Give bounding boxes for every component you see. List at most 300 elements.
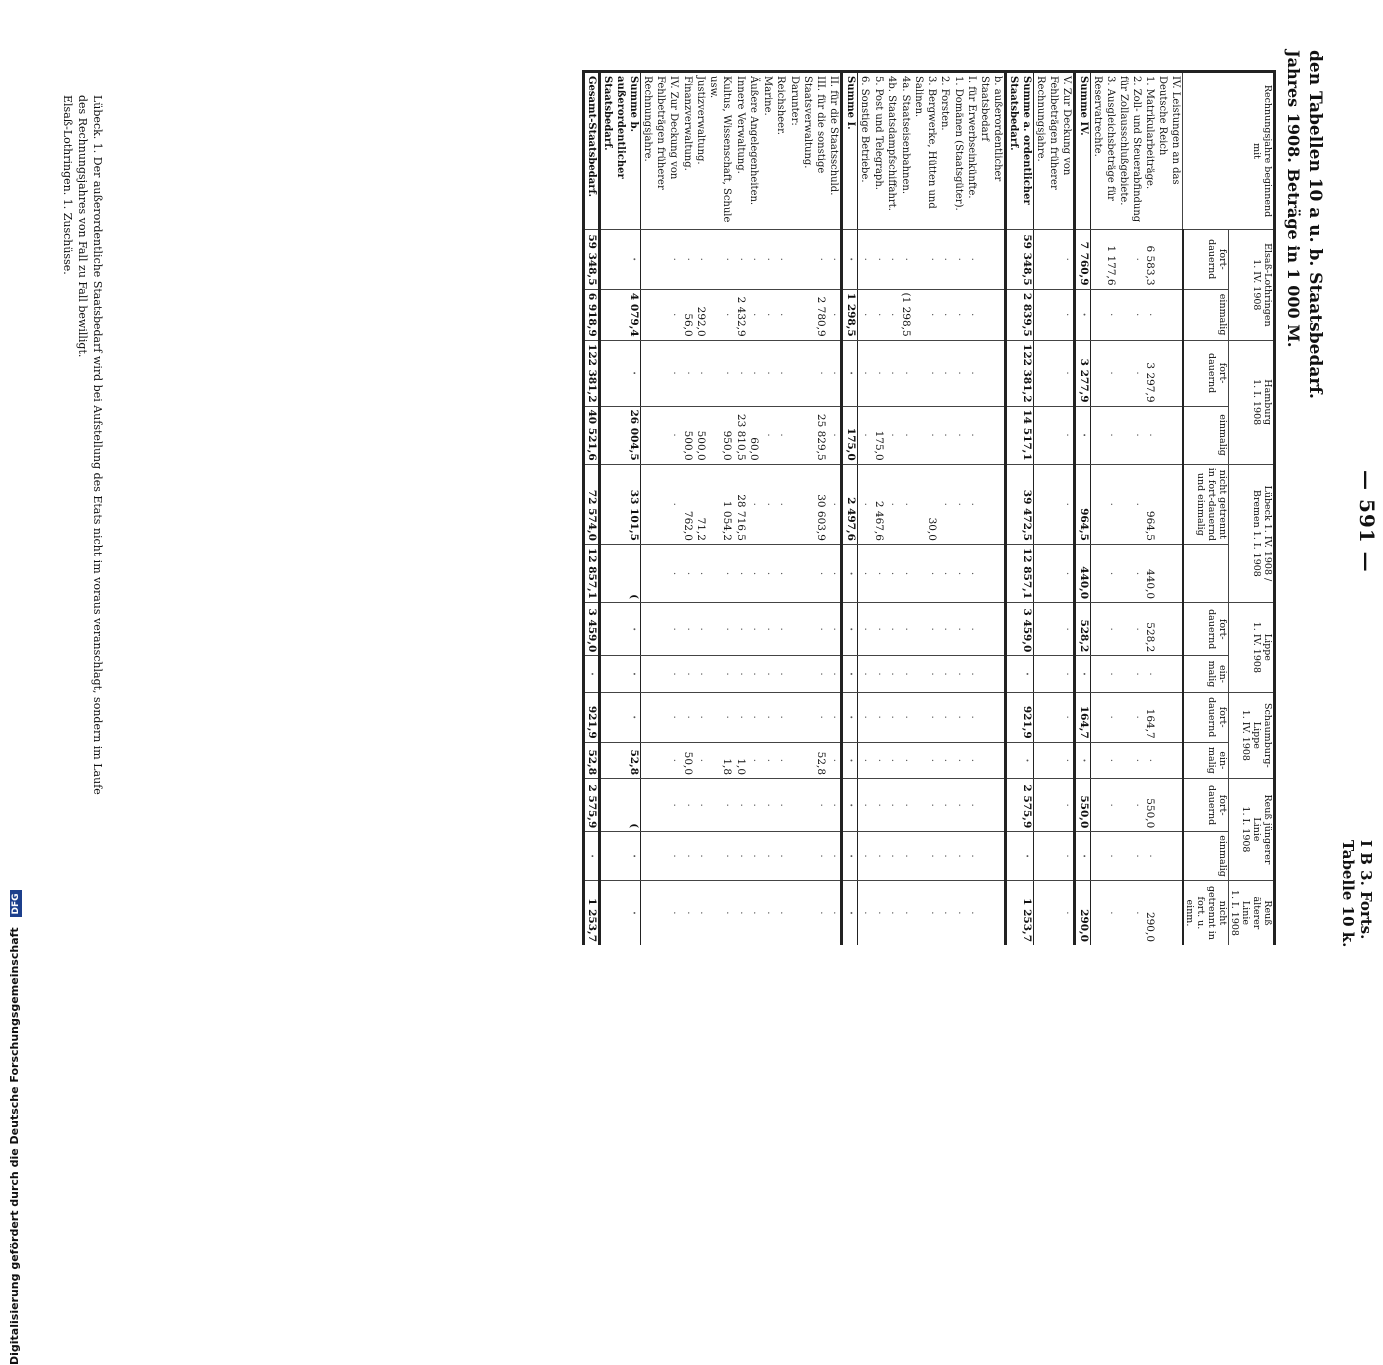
value-cell xyxy=(788,340,802,406)
value-cell: · xyxy=(1117,880,1143,945)
value-cell: 440,0 xyxy=(1143,544,1157,602)
sub-column-header: fort-dauernd xyxy=(1183,340,1229,406)
value-cell: · xyxy=(1034,656,1075,692)
row-label: Finanzverwaltung. xyxy=(681,72,695,230)
sum-row xyxy=(842,72,858,946)
value-cell: · xyxy=(1091,742,1118,778)
row-label: 1. Matrikularbeiträge. xyxy=(1143,72,1157,230)
value-cell: · xyxy=(899,692,913,742)
value-cell: 60,0 xyxy=(747,406,761,464)
value-cell: · xyxy=(912,544,938,602)
value-cell: · xyxy=(1034,880,1075,945)
value-cell: · xyxy=(641,406,681,464)
value-cell: 2 839,5 xyxy=(1006,289,1034,340)
row-label: Summe a. ordentlicher Staatsbedarf. xyxy=(1006,72,1034,230)
table-row xyxy=(885,72,899,946)
value-cell: · xyxy=(747,289,761,340)
value-cell xyxy=(1157,880,1184,945)
value-cell: · xyxy=(1091,603,1118,656)
value-cell: 290,0 xyxy=(1075,880,1091,945)
row-label: 5. Post und Telegraph. xyxy=(872,72,886,230)
value-cell xyxy=(1157,544,1184,602)
value-cell: 7 760,9 xyxy=(1075,230,1091,290)
sub-column-header: einmalig xyxy=(1183,406,1229,464)
value-cell: · xyxy=(872,230,886,290)
value-cell: · xyxy=(1143,289,1157,340)
value-cell: · xyxy=(965,742,979,778)
value-cell: · xyxy=(842,230,858,290)
value-cell: 2 497,6 xyxy=(842,464,858,544)
value-cell: · xyxy=(801,832,827,881)
row-label: 6. Sonstige Betriebe. xyxy=(858,72,872,230)
value-cell: 122 381,2 xyxy=(584,340,601,406)
value-cell: · xyxy=(938,340,952,406)
value-cell: · xyxy=(938,880,952,945)
value-cell: · xyxy=(827,880,842,945)
value-cell: · xyxy=(872,544,886,602)
value-cell: · xyxy=(858,544,872,602)
value-cell: · xyxy=(734,230,748,290)
value-cell: 3 297,9 xyxy=(1143,340,1157,406)
sub-column-header xyxy=(1183,544,1229,602)
state-date: 1. I. 1908 xyxy=(1240,806,1251,853)
value-cell: · xyxy=(885,656,899,692)
value-cell: · xyxy=(938,779,952,832)
value-cell: · xyxy=(827,340,842,406)
value-cell: · xyxy=(885,692,899,742)
value-cell: · xyxy=(1091,340,1118,406)
value-cell xyxy=(979,603,1007,656)
value-cell xyxy=(1157,656,1184,692)
value-cell: · xyxy=(694,656,708,692)
value-cell: · xyxy=(899,656,913,692)
value-cell: 2 575,9 xyxy=(1006,779,1034,832)
state-name: Reuß älterer Linie xyxy=(1240,896,1273,930)
sub-column-header: fort-dauernd xyxy=(1183,692,1229,742)
sub-column-header: einmalig xyxy=(1183,289,1229,340)
value-cell: · xyxy=(1143,656,1157,692)
value-cell: · xyxy=(912,880,938,945)
value-cell: 30,0 xyxy=(912,464,938,544)
value-cell: · xyxy=(952,230,966,290)
value-cell: · xyxy=(858,406,872,464)
value-cell: · xyxy=(899,340,913,406)
value-cell: · xyxy=(1117,406,1143,464)
state-name: Lübeck 1. IV. 1908 / Bremen 1. I. 1908 xyxy=(1251,485,1273,582)
value-cell: · xyxy=(938,656,952,692)
value-cell: · xyxy=(858,832,872,881)
value-cell: 122 381,2 xyxy=(1006,340,1034,406)
value-cell xyxy=(979,406,1007,464)
value-cell: 500,0 xyxy=(681,406,695,464)
page-number: — 591 — xyxy=(1355,470,1379,573)
value-cell: · xyxy=(858,464,872,544)
sub-column-header: fort-dauernd xyxy=(1183,779,1229,832)
value-cell: · xyxy=(899,464,913,544)
row-label: 2. Forsten. xyxy=(938,72,952,230)
state-column-header xyxy=(1229,464,1275,602)
value-cell: · xyxy=(965,406,979,464)
value-cell: · xyxy=(747,544,761,602)
sub-column-header: ein-malig xyxy=(1183,656,1229,692)
value-cell xyxy=(979,880,1007,945)
value-cell: · xyxy=(708,779,734,832)
value-cell: · xyxy=(1117,779,1143,832)
value-cell xyxy=(788,880,802,945)
value-cell: · xyxy=(600,230,641,290)
dfg-logo: DFG xyxy=(10,890,22,917)
value-cell: · xyxy=(885,880,899,945)
value-cell xyxy=(979,656,1007,692)
value-cell: · xyxy=(952,692,966,742)
row-label: Reichsheer. xyxy=(774,72,788,230)
value-cell: · xyxy=(801,544,827,602)
value-cell: 39 472,5 xyxy=(1006,464,1034,544)
value-cell xyxy=(788,230,802,290)
value-cell: · xyxy=(965,880,979,945)
value-cell: · xyxy=(1075,289,1091,340)
table-row xyxy=(734,72,748,946)
table-title: den Tabellen 10 a u. b. Staatsbedarf. xyxy=(1305,50,1325,399)
value-cell: · xyxy=(912,742,938,778)
sub-column-header: fort-dauernd xyxy=(1183,603,1229,656)
value-cell: · xyxy=(965,464,979,544)
value-cell: · xyxy=(858,880,872,945)
funding-text: Digitalisierung gefördert durch die Deutsche Forschungsgemeinschaft xyxy=(8,927,21,1365)
value-cell: · xyxy=(694,779,708,832)
value-cell: · xyxy=(641,289,681,340)
table-row xyxy=(899,72,913,946)
value-cell: · xyxy=(912,692,938,742)
value-cell: 921,9 xyxy=(584,692,601,742)
value-cell: ( xyxy=(600,779,641,832)
value-cell: · xyxy=(761,230,775,290)
value-cell xyxy=(1157,692,1184,742)
value-cell: · xyxy=(708,230,734,290)
value-cell: · xyxy=(965,692,979,742)
sum-row xyxy=(600,72,641,946)
value-cell: 25 829,5 xyxy=(801,406,827,464)
value-cell: · xyxy=(1117,464,1143,544)
value-cell: · xyxy=(912,832,938,881)
value-cell: · xyxy=(801,779,827,832)
value-cell: · xyxy=(938,544,952,602)
table-row xyxy=(1143,72,1157,946)
value-cell: · xyxy=(761,692,775,742)
table-row xyxy=(965,72,979,946)
value-cell: · xyxy=(774,406,788,464)
value-cell: · xyxy=(708,880,734,945)
state-date: 1. I. 1908 xyxy=(1251,379,1262,426)
value-cell: 23 810,5 xyxy=(734,406,748,464)
value-cell: · xyxy=(774,340,788,406)
value-cell: · xyxy=(694,544,708,602)
state-date: 1. IV. 1908 xyxy=(1240,709,1251,761)
value-cell: 2 432,9 xyxy=(734,289,748,340)
value-cell: · xyxy=(747,464,761,544)
row-label: II. für die Staatsschuld. xyxy=(827,72,842,230)
value-cell: · xyxy=(641,656,681,692)
value-cell: · xyxy=(801,603,827,656)
value-cell: 550,0 xyxy=(1143,779,1157,832)
value-cell: · xyxy=(600,340,641,406)
value-cell: · xyxy=(899,406,913,464)
row-label: Marine. xyxy=(761,72,775,230)
value-cell: · xyxy=(1034,230,1075,290)
value-cell: · xyxy=(842,656,858,692)
row-label: I. für Erwerbseinkünfte. xyxy=(965,72,979,230)
value-cell xyxy=(1157,340,1184,406)
value-cell: · xyxy=(952,742,966,778)
value-cell: · xyxy=(952,544,966,602)
state-column-header xyxy=(1229,880,1275,945)
value-cell: · xyxy=(600,880,641,945)
label-column-header: Rechnungsjahre beginnend mit xyxy=(1183,72,1275,230)
value-cell: · xyxy=(872,340,886,406)
table-row xyxy=(801,72,827,946)
value-cell: · xyxy=(872,880,886,945)
value-cell: · xyxy=(912,289,938,340)
value-cell: · xyxy=(899,544,913,602)
value-cell: · xyxy=(774,603,788,656)
value-cell: · xyxy=(1091,289,1118,340)
value-cell: 26 004,5 xyxy=(600,406,641,464)
table-row xyxy=(1091,72,1118,946)
value-cell: · xyxy=(694,692,708,742)
value-cell: · xyxy=(912,230,938,290)
value-cell: 2 467,6 xyxy=(872,464,886,544)
value-cell: · xyxy=(885,406,899,464)
value-cell xyxy=(1157,406,1184,464)
value-cell: · xyxy=(912,779,938,832)
row-label: V. Zur Deckung von Fehlbeträgen früherer Rechnungsjahre. xyxy=(1034,72,1075,230)
value-cell: · xyxy=(885,779,899,832)
value-cell: · xyxy=(584,832,601,881)
value-cell xyxy=(979,742,1007,778)
table-row xyxy=(774,72,788,946)
value-cell: 1,0 xyxy=(734,742,748,778)
value-cell: · xyxy=(694,742,708,778)
value-cell: · xyxy=(1091,779,1118,832)
sum-row xyxy=(1006,72,1034,946)
value-cell: 52,8 xyxy=(600,742,641,778)
value-cell: · xyxy=(1091,544,1118,602)
value-cell: · xyxy=(747,656,761,692)
row-label: Summe b. außerordentlicher Staatsbedarf. xyxy=(600,72,641,230)
value-cell: · xyxy=(694,832,708,881)
table-row xyxy=(938,72,952,946)
value-cell: · xyxy=(885,832,899,881)
value-cell: · xyxy=(747,779,761,832)
value-cell: · xyxy=(694,230,708,290)
state-name: Schaumburg-Lippe xyxy=(1251,702,1273,768)
value-cell xyxy=(788,832,802,881)
value-cell: · xyxy=(858,779,872,832)
table-row xyxy=(1117,72,1143,946)
value-cell: · xyxy=(885,464,899,544)
value-cell: · xyxy=(952,603,966,656)
value-cell: · xyxy=(872,692,886,742)
state-date: 1. IV. 1908 xyxy=(1251,259,1262,311)
value-cell: · xyxy=(1091,656,1118,692)
row-label: Äußere Angelegenheiten. xyxy=(747,72,761,230)
value-cell: · xyxy=(912,656,938,692)
page-reference: I B 3. Forts. Tabelle 10 k. xyxy=(1339,840,1375,948)
value-cell: · xyxy=(965,779,979,832)
value-cell: · xyxy=(681,340,695,406)
value-cell: · xyxy=(899,832,913,881)
value-cell: · xyxy=(858,230,872,290)
row-label: IV. Leistungen an das Deutsche Reich xyxy=(1157,72,1184,230)
value-cell xyxy=(1157,289,1184,340)
value-cell: · xyxy=(1117,289,1143,340)
value-cell: · xyxy=(641,692,681,742)
value-cell: · xyxy=(801,692,827,742)
value-cell: · xyxy=(761,880,775,945)
value-cell: · xyxy=(600,692,641,742)
value-cell: · xyxy=(827,230,842,290)
value-cell: · xyxy=(600,832,641,881)
table-row xyxy=(952,72,966,946)
value-cell: · xyxy=(827,832,842,881)
table-row xyxy=(858,72,872,946)
value-cell: 1,8 xyxy=(708,742,734,778)
value-cell: · xyxy=(1034,832,1075,881)
value-cell: 964,5 xyxy=(1143,464,1157,544)
table-subtitle: Jahres 1908. Beträge in 1 000 M. xyxy=(1284,50,1303,348)
value-cell: 40 521,6 xyxy=(584,406,601,464)
value-cell xyxy=(788,692,802,742)
table-row xyxy=(1034,72,1075,946)
value-cell: · xyxy=(801,656,827,692)
value-cell xyxy=(788,289,802,340)
row-label: 2. Zoll- und Steuerabfindung für Zollausschlußgebiete. xyxy=(1117,72,1143,230)
value-cell: 59 348,5 xyxy=(1006,230,1034,290)
value-cell: · xyxy=(885,544,899,602)
value-cell: · xyxy=(858,692,872,742)
value-cell: · xyxy=(842,340,858,406)
value-cell xyxy=(1157,464,1184,544)
table-row xyxy=(788,72,802,946)
value-cell: · xyxy=(1034,406,1075,464)
row-label: Darunter: xyxy=(788,72,802,230)
value-cell: (1 298,5 xyxy=(899,289,913,340)
budget-table xyxy=(582,70,1276,945)
value-cell: · xyxy=(858,289,872,340)
sub-column-header: nicht getrennt in fort-dauernd und einmalig xyxy=(1183,464,1229,544)
value-cell: 52,8 xyxy=(801,742,827,778)
value-cell xyxy=(979,464,1007,544)
value-cell: · xyxy=(885,230,899,290)
value-cell: · xyxy=(694,340,708,406)
value-cell: · xyxy=(1117,692,1143,742)
value-cell: 175,0 xyxy=(842,406,858,464)
value-cell: · xyxy=(1034,603,1075,656)
value-cell: · xyxy=(774,464,788,544)
value-cell: · xyxy=(774,779,788,832)
value-cell xyxy=(788,544,802,602)
value-cell: · xyxy=(774,880,788,945)
value-cell: 14 517,1 xyxy=(1006,406,1034,464)
value-cell: · xyxy=(734,340,748,406)
value-cell: · xyxy=(708,603,734,656)
value-cell: · xyxy=(734,544,748,602)
value-cell: · xyxy=(952,779,966,832)
value-cell: · xyxy=(965,230,979,290)
value-cell: 290,0 xyxy=(1143,880,1157,945)
value-cell: · xyxy=(734,779,748,832)
value-cell: · xyxy=(747,230,761,290)
value-cell: · xyxy=(842,880,858,945)
value-cell xyxy=(1157,779,1184,832)
value-cell: · xyxy=(858,742,872,778)
value-cell: · xyxy=(1143,406,1157,464)
table-row xyxy=(694,72,708,946)
value-cell: · xyxy=(801,880,827,945)
value-cell: · xyxy=(952,880,966,945)
value-cell: · xyxy=(600,603,641,656)
value-cell: · xyxy=(938,692,952,742)
value-cell: · xyxy=(1034,779,1075,832)
value-cell: · xyxy=(1034,692,1075,742)
value-cell: · xyxy=(1006,656,1034,692)
value-cell: · xyxy=(761,544,775,602)
value-cell: · xyxy=(761,340,775,406)
value-cell: · xyxy=(641,464,681,544)
value-cell: · xyxy=(761,832,775,881)
value-cell: · xyxy=(747,692,761,742)
value-cell: 528,2 xyxy=(1075,603,1091,656)
value-cell: · xyxy=(938,742,952,778)
state-column-header xyxy=(1229,692,1275,778)
value-cell: 1 298,5 xyxy=(842,289,858,340)
value-cell: · xyxy=(761,289,775,340)
value-cell: · xyxy=(938,464,952,544)
value-cell: · xyxy=(584,656,601,692)
value-cell: · xyxy=(1075,656,1091,692)
value-cell: · xyxy=(1006,742,1034,778)
value-cell: · xyxy=(641,340,681,406)
value-cell: · xyxy=(708,544,734,602)
value-cell: · xyxy=(965,340,979,406)
value-cell: 52,8 xyxy=(584,742,601,778)
state-column-header xyxy=(1229,340,1275,464)
value-cell xyxy=(979,832,1007,881)
row-label: Gesamt-Staatsbedarf. xyxy=(584,72,601,230)
value-cell xyxy=(788,656,802,692)
value-cell: · xyxy=(761,464,775,544)
value-cell: · xyxy=(1117,656,1143,692)
value-cell: · xyxy=(1006,832,1034,881)
row-label: 3. Ausgleichsbeträge für Reservatrechte. xyxy=(1091,72,1118,230)
value-cell: · xyxy=(938,289,952,340)
value-cell: · xyxy=(1034,464,1075,544)
value-cell: · xyxy=(774,230,788,290)
row-label: III. für die sonstige Staatsverwaltung. xyxy=(801,72,827,230)
value-cell: · xyxy=(899,230,913,290)
value-cell: · xyxy=(842,603,858,656)
value-cell xyxy=(979,340,1007,406)
value-cell: · xyxy=(827,464,842,544)
value-cell: · xyxy=(1034,742,1075,778)
value-cell: · xyxy=(827,544,842,602)
value-cell: · xyxy=(734,832,748,881)
value-cell: · xyxy=(708,289,734,340)
state-date: 1. IV. 1908 xyxy=(1251,621,1262,673)
value-cell: · xyxy=(1143,832,1157,881)
value-cell: · xyxy=(872,832,886,881)
value-cell: · xyxy=(858,340,872,406)
